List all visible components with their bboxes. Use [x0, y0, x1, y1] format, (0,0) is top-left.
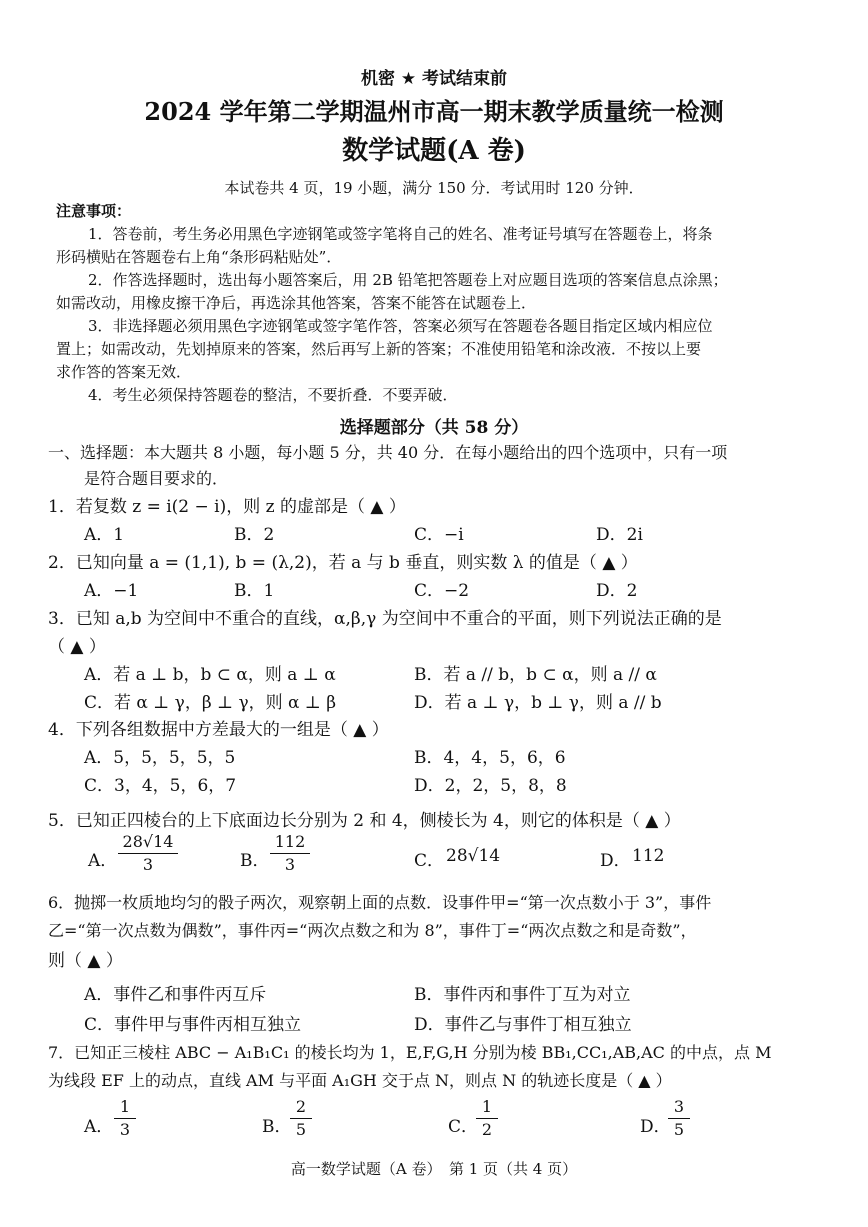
exam-title: 2024 学年第二学期温州市高一期末教学质量统一检测: [144, 97, 724, 126]
q3-option-a: A．若 a ⊥ b，b ⊂ α，则 a ⊥ α: [84, 665, 336, 685]
q6-stem-cont: 乙=“第一次点数为偶数”，事件丙=“两次点数之和为 8”，事件丁=“两次点数之和是奇数”，: [48, 921, 697, 940]
note-line: 如需改动，用橡皮擦干净后，再选涂其他答案，答案不能答在试题卷上．: [56, 294, 537, 312]
q1-option-d: D．2i: [596, 525, 643, 545]
section-intro-cont: 是符合题目要求的．: [84, 469, 229, 488]
q6-stem: 6．抛掷一枚质地均匀的骰子两次，观察朝上面的点数．设事件甲=“第一次点数小于 3”，事件: [48, 893, 712, 912]
note-line: 1．答卷前，考生务必用黑色字迹钢笔或签字笔将自己的姓名、准考证号填写在答题卷上，将条: [88, 225, 713, 243]
subject-title: 数学试题(A 卷): [342, 136, 526, 166]
q5-stem: 5．已知正四棱台的上下底面边长分别为 2 和 4，侧棱长为 4，则它的体积是（ ▲ ）: [48, 811, 681, 831]
fraction-denominator: 3: [142, 855, 154, 874]
fraction-numerator: 1: [119, 1097, 131, 1116]
fraction-numerator: 1: [481, 1097, 493, 1116]
q7-stem-cont: 为线段 EF 上的动点，直线 AM 与平面 A₁GH 交于点 N，则点 N 的轨迹长度是（ ▲ ）: [48, 1071, 672, 1090]
fraction-bar: [290, 1118, 312, 1119]
q7-label-a: A．: [84, 1117, 114, 1137]
q5-label-c: C．: [414, 851, 445, 871]
q7-option-c-fraction: [476, 1097, 498, 1140]
note-line: 4．考生必须保持答题卷的整洁，不要折叠．不要弄破．: [88, 386, 458, 404]
q7-label-b: B．: [262, 1117, 292, 1137]
note-line: 求作答的答案无效．: [56, 363, 192, 381]
q6-option-c: C．事件甲与事件丙相互独立: [84, 1015, 302, 1035]
q7-option-d-fraction: [668, 1097, 690, 1140]
q3-option-c: C．若 α ⊥ γ，β ⊥ γ，则 α ⊥ β: [84, 693, 337, 713]
q4-option-d: D．2，2，5，8，8: [414, 776, 567, 796]
exam-info: 本试卷共 4 页，19 小题，满分 150 分．考试用时 120 分钟．: [224, 179, 644, 197]
q1-option-b: B．2: [234, 525, 275, 545]
q3-stem-cont: （ ▲ ）: [48, 637, 106, 657]
fraction-denominator: 5: [673, 1120, 685, 1139]
q6-stem-end: 则（ ▲ ）: [48, 951, 123, 971]
fraction-denominator: 2: [481, 1120, 493, 1139]
note-line: 置上；如需改动，先划掉原来的答案，然后再写上新的答案；不准使用铅笔和涂改液．不按以上要: [56, 340, 702, 358]
section-title: 选择题部分（共 58 分）: [339, 418, 529, 438]
fraction-denominator: 3: [119, 1120, 131, 1139]
page-footer: 高一数学试题（A 卷） 第 1 页（共 4 页）: [290, 1160, 578, 1178]
fraction-bar: [114, 1118, 136, 1119]
q5-label-a: A．: [88, 851, 118, 871]
q7-label-d: D．: [640, 1117, 671, 1137]
secret-label: 机密 ★ 考试结束前: [360, 69, 508, 89]
q2-option-d: D．2: [596, 581, 638, 601]
q5-option-c: 28√14: [446, 846, 501, 866]
section-intro: 一、选择题：本大题共 8 小题，每小题 5 分，共 40 分．在每小题给出的四个选项中，只有一项: [48, 443, 728, 462]
q1-option-a: A．1: [84, 525, 125, 545]
q5-label-d: D．: [600, 851, 631, 871]
note-line: 形码横贴在答题卷右上角“条形码粘贴处”．: [56, 248, 342, 266]
fraction-bar: [476, 1118, 498, 1119]
q3-option-b: B．若 a // b，b ⊂ α，则 a // α: [414, 665, 657, 685]
q6-option-d: D．事件乙与事件丁相互独立: [414, 1015, 632, 1035]
fraction-denominator: 5: [295, 1120, 307, 1139]
q1-option-c: C．−i: [414, 525, 464, 545]
fraction-bar: [270, 853, 310, 854]
fraction-bar: [668, 1118, 690, 1119]
fraction-denominator: 3: [284, 855, 296, 874]
fraction-numerator: 112: [274, 832, 306, 851]
q1-stem: 1．若复数 z = i(2 − i)，则 z 的虚部是（ ▲ ）: [48, 497, 406, 517]
fraction-numerator: 2: [295, 1097, 307, 1116]
q2-option-a: A．−1: [84, 581, 139, 601]
q4-option-b: B．4，4，5，6，6: [414, 748, 566, 768]
fraction-numerator: 28√14: [122, 832, 174, 851]
q2-stem: 2．已知向量 a = (1,1), b = (λ,2)，若 a 与 b 垂直，则实数 λ 的值是（ ▲ ）: [48, 553, 638, 573]
q6-option-a: A．事件乙和事件丙互斥: [84, 985, 267, 1005]
fraction-bar: [118, 853, 178, 854]
note-line: 2．作答选择题时，选出每小题答案后，用 2B 铅笔把答题卷上对应题目选项的答案信息点涂黑；: [88, 271, 728, 289]
note-line: 3．非选择题必须用黑色字迹钢笔或签字笔作答，答案必须写在答题卷各题目指定区域内相应位: [88, 317, 713, 335]
q3-option-d: D．若 a ⊥ γ，b ⊥ γ，则 a // b: [414, 693, 662, 713]
q2-option-b: B．1: [234, 581, 275, 601]
q7-label-c: C．: [448, 1117, 479, 1137]
q5-label-b: B．: [240, 851, 270, 871]
q2-option-c: C．−2: [414, 581, 470, 601]
q4-option-a: A．5，5，5，5，5: [84, 748, 236, 768]
q6-option-b: B．事件丙和事件丁互为对立: [414, 985, 631, 1005]
q7-option-a-fraction: [114, 1097, 136, 1140]
q5-option-d: 112: [632, 846, 665, 866]
notes-heading: 注意事项：: [56, 202, 132, 220]
q7-option-b-fraction: [290, 1097, 312, 1140]
q5-option-a-fraction: [118, 832, 178, 875]
q4-option-c: C．3，4，5，6，7: [84, 776, 237, 796]
fraction-numerator: 3: [673, 1097, 685, 1116]
q7-stem: 7．已知正三棱柱 ABC − A₁B₁C₁ 的棱长均为 1，E,F,G,H 分别为棱 BB₁,CC₁,AB,AC 的中点，点 M: [48, 1043, 772, 1062]
q5-option-b-fraction: [270, 832, 310, 875]
q4-stem: 4．下列各组数据中方差最大的一组是（ ▲ ）: [48, 720, 389, 740]
q3-stem: 3．已知 a,b 为空间中不重合的直线，α,β,γ 为空间中不重合的平面，则下列说法正确的是: [48, 609, 722, 629]
